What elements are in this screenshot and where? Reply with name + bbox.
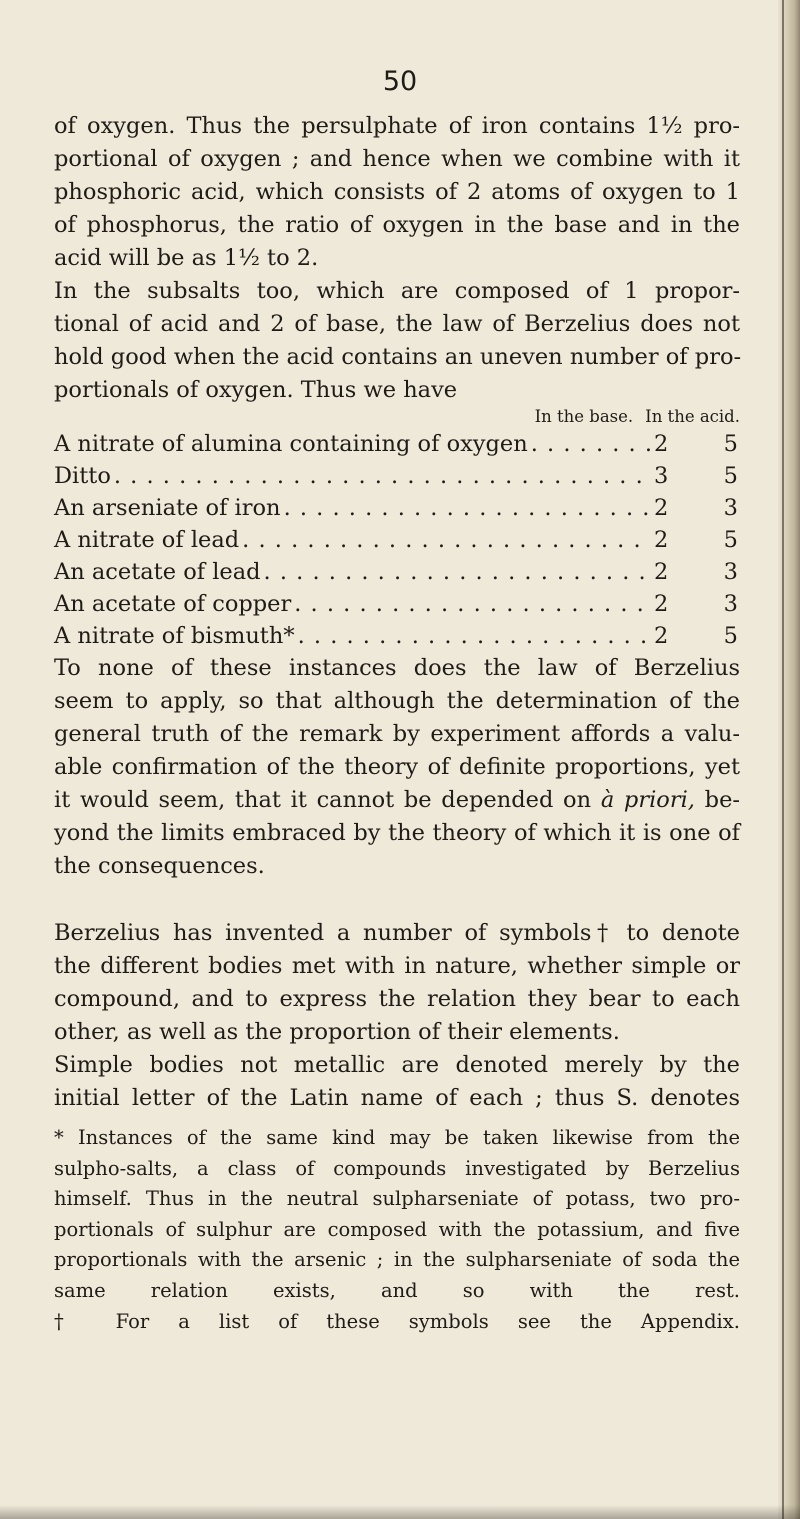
- table-row: [54, 428, 740, 460]
- cell-in-the-base: 2: [654, 591, 669, 617]
- cell-in-the-acid: 5: [723, 527, 738, 553]
- row-label: An acetate of lead: [54, 559, 261, 585]
- footnote-line: * Instances of the same kind may be taken likewise from the: [54, 1126, 740, 1149]
- text-line: yond the limits embraced by the theory of which it is one of: [54, 820, 740, 846]
- cell-in-the-base: 2: [654, 559, 669, 585]
- leader-dots: [531, 428, 651, 461]
- text-segment: it would seem, that it cannot be depended on: [54, 787, 601, 813]
- row-label: Ditto: [54, 463, 111, 489]
- text-line: phosphoric acid, which consists of 2 atoms of oxygen to 1: [54, 179, 740, 205]
- cell-in-the-base: 3: [654, 463, 669, 489]
- text-line: of phosphorus, the ratio of oxygen in the base and in the: [54, 212, 740, 238]
- cell-in-the-acid: 5: [723, 431, 738, 457]
- cell-in-the-base: 2: [654, 495, 669, 521]
- page-number: 50: [382, 66, 418, 97]
- cell-in-the-acid: 3: [723, 591, 738, 617]
- cell-in-the-base: 2: [654, 623, 669, 649]
- table-row: [54, 524, 740, 556]
- page-edge-line: [782, 0, 784, 1519]
- text-line: other, as well as the proportion of their elements.: [54, 1019, 620, 1045]
- oxygen-table: [54, 406, 740, 652]
- footnote-line: † For a list of these symbols see the Appendix.: [54, 1309, 740, 1333]
- table-header: [54, 406, 740, 428]
- footnote-line: sulpho-salts, a class of compounds investigated by Berzelius: [54, 1156, 740, 1180]
- footnote-asterisk: [54, 1123, 740, 1307]
- paragraph-2: [54, 275, 740, 407]
- cell-in-the-acid: 3: [723, 495, 738, 521]
- cell-in-the-base: 2: [654, 431, 669, 457]
- table-row: [54, 460, 740, 492]
- text-line: the consequences.: [54, 853, 265, 879]
- row-label: An arseniate of iron: [54, 495, 281, 521]
- text-line: Berzelius has invented a number of symbols† to denote: [54, 920, 740, 946]
- paragraph-4: [54, 917, 740, 1049]
- text-line: of oxygen. Thus the persulphate of iron contains 1½ pro-: [54, 113, 740, 139]
- footnote-line: proportionals with the arsenic ; in the sulpharseniate of soda the: [54, 1248, 740, 1272]
- leader-dots: [298, 620, 651, 653]
- footnote-line: portionals of sulphur are composed with the potassium, and five: [54, 1217, 740, 1241]
- table-row: [54, 620, 740, 652]
- text-line: To none of these instances does the law of Berzelius: [54, 655, 740, 681]
- text-segment: be-: [694, 787, 740, 813]
- paragraph-3: [54, 652, 740, 883]
- paragraph-1: [54, 110, 740, 275]
- table-row: [54, 588, 740, 620]
- cell-in-the-acid: 5: [723, 463, 738, 489]
- leader-dots: [284, 492, 651, 525]
- leader-dots: [294, 588, 651, 621]
- text-line: tional of acid and 2 of base, the law of Berzelius does not: [54, 311, 740, 337]
- paragraph-5: [54, 1049, 740, 1115]
- footnotes: [54, 1123, 740, 1337]
- row-label: A nitrate of bismuth*: [54, 623, 295, 649]
- footnote-line: same relation exists, and so with the rest.: [54, 1278, 740, 1302]
- table-row: [54, 556, 740, 588]
- text-line: able confirmation of the theory of definite proportions, yet: [54, 754, 740, 780]
- text-line: In the subsalts too, which are composed of 1 propor-: [54, 278, 740, 304]
- text-line: portional of oxygen ; and hence when we combine with it: [54, 146, 740, 172]
- page-content: [54, 110, 740, 1337]
- text-line: the different bodies met with in nature, whether simple or: [54, 953, 740, 979]
- cell-in-the-acid: 3: [723, 559, 738, 585]
- text-line: compound, and to express the relation they bear to each: [54, 986, 740, 1012]
- text-line: Simple bodies not metallic are denoted merely by the: [54, 1052, 740, 1078]
- row-label: A nitrate of lead: [54, 527, 240, 553]
- text-line: hold good when the acid contains an uneven number of pro-: [54, 344, 742, 370]
- section-gap: [54, 883, 740, 917]
- text-line: initial letter of the Latin name of each ; thus S. denotes: [54, 1085, 740, 1111]
- cell-in-the-base: 2: [654, 527, 669, 553]
- leader-dots: [242, 524, 651, 557]
- text-line: general truth of the remark by experiment affords a valu-: [54, 721, 740, 747]
- leader-dots: [114, 460, 651, 493]
- text-line-with-italic: [54, 784, 740, 817]
- bottom-shadow: [0, 1505, 800, 1519]
- table-row: [54, 492, 740, 524]
- row-label: An acetate of copper: [54, 591, 292, 617]
- row-label: A nitrate of alumina containing of oxygen: [54, 431, 528, 457]
- footnote-line: himself. Thus in the neutral sulpharseniate of potass, two pro-: [54, 1187, 740, 1211]
- cell-in-the-acid: 5: [723, 623, 738, 649]
- footnote-dagger: [54, 1307, 740, 1338]
- leader-dots: [264, 556, 651, 589]
- text-line: acid will be as 1½ to 2.: [54, 245, 319, 271]
- text-line: seem to apply, so that although the determination of the: [54, 688, 740, 714]
- text-line: portionals of oxygen. Thus we have: [54, 377, 458, 403]
- italic-phrase: à priori,: [600, 787, 695, 813]
- header-in-the-base: In the base.: [534, 407, 634, 426]
- table-body: [54, 428, 740, 652]
- header-in-the-acid: In the acid.: [645, 407, 740, 426]
